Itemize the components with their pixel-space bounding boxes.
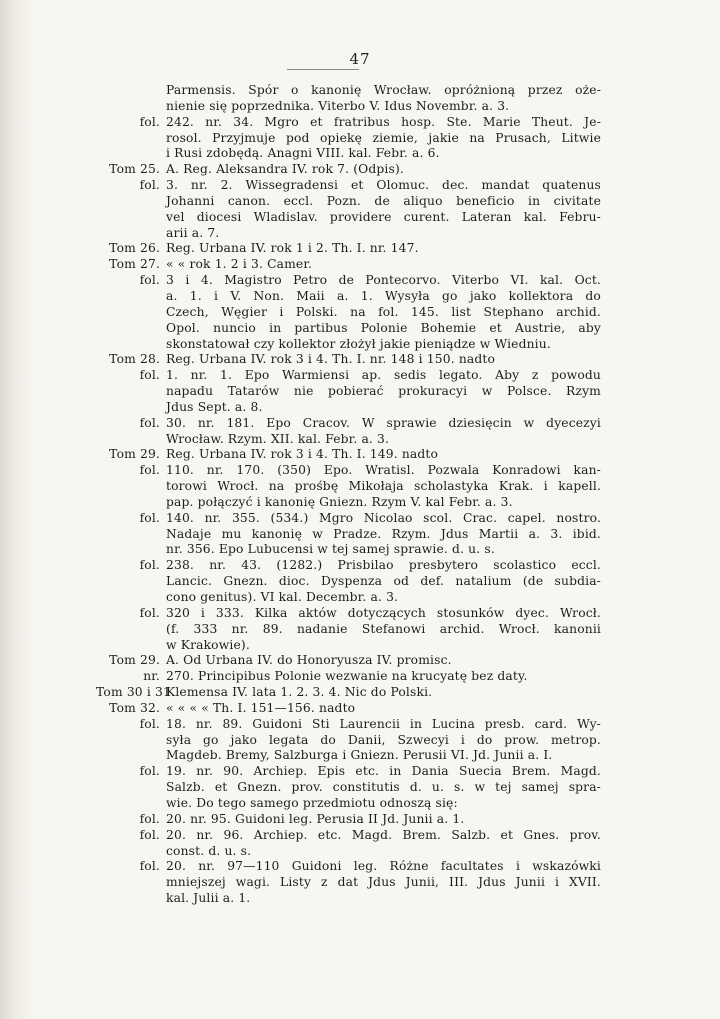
- line-label: Tom 28.: [109, 352, 160, 367]
- line-text: (f. 333 nr. 89. nadanie Stefanowi archid. Wrocł. kanonii: [166, 621, 601, 636]
- line-text: 242. nr. 34. Mgro et fratribus hosp. Ste. Marie Theut. Je-: [166, 114, 601, 129]
- line-text: wie. Do tego samego przedmiotu odnoszą się:: [166, 795, 458, 810]
- line-text: 20. nr. 97—110 Guidoni leg. Różne facultates i wskazówki: [166, 859, 601, 874]
- line-text: 270. Principibus Polonie wezwanie na krucyatę bez daty.: [166, 669, 528, 684]
- text-line: [96, 669, 601, 685]
- text-line: [96, 194, 601, 210]
- line-text: Nadaje mu kanonię w Pradze. Rzym. Jdus Martii a. 3. ibid.: [166, 526, 601, 541]
- line-text: 20. nr. 96. Archiep. etc. Magd. Brem. Salzb. et Gnes. prov.: [166, 827, 601, 842]
- line-text: 30. nr. 181. Epo Cracov. W sprawie dziesięcin w dyecezyi: [166, 415, 601, 430]
- line-text: A. Od Urbana IV. do Honoryusza IV. promisc.: [166, 653, 452, 668]
- line-label: fol.: [139, 178, 160, 193]
- text-line: [96, 558, 601, 574]
- line-text: vel diocesi Wladislav. providere curent. Lateran kal. Febru-: [166, 209, 601, 224]
- text-line: [96, 859, 601, 875]
- line-label: Tom 29.: [109, 447, 160, 462]
- line-label: fol.: [139, 859, 160, 874]
- line-label: fol.: [139, 510, 160, 525]
- line-text: mniejszej wagi. Listy z dat Jdus Junii, III. Jdus Junii i XVII.: [166, 875, 601, 890]
- line-text: w Krakowie).: [166, 637, 250, 652]
- page-edge-shadow: [0, 0, 36, 1019]
- text-line: [96, 226, 601, 242]
- line-text: nr. 356. Epo Lubucensi w tej samej sprawie. d. u. s.: [166, 542, 495, 557]
- line-label: nr.: [143, 669, 160, 684]
- line-label: fol.: [139, 463, 160, 478]
- text-line: [96, 685, 601, 701]
- line-label: fol.: [139, 764, 160, 779]
- text-line: [96, 653, 601, 669]
- line-text: const. d. u. s.: [166, 843, 252, 858]
- text-line: [96, 574, 601, 590]
- line-text: 320 i 333. Kilka aktów dotyczących stosunków dyec. Wrocł.: [166, 605, 601, 620]
- line-label: Tom 26.: [109, 241, 160, 256]
- line-text: Wrocław. Rzym. XII. kal. Febr. a. 3.: [166, 431, 390, 446]
- line-text: Reg. Urbana IV. rok 1 i 2. Th. I. nr. 147.: [166, 241, 419, 256]
- text-line: [96, 495, 601, 511]
- text-line: [96, 146, 601, 162]
- line-text: skonstatował czy kollektor złożył jakie pieniądze w Wiedniu.: [166, 336, 551, 351]
- line-text: « « rok 1. 2 i 3. Camer.: [166, 257, 313, 272]
- text-line: [96, 463, 601, 479]
- line-text: 238. nr. 43. (1282.) Prisbilao presbytero scolastico eccl.: [166, 558, 601, 573]
- line-text: syła go jako legata do Danii, Szwecyi i do prow. metrop.: [166, 732, 601, 747]
- line-text: i Rusi zdobędą. Anagni VIII. kal. Febr. a. 6.: [166, 146, 440, 161]
- text-line: [96, 352, 601, 368]
- line-label: fol.: [139, 811, 160, 826]
- text-line: [96, 241, 601, 257]
- text-line: [96, 542, 601, 558]
- text-line: [96, 622, 601, 638]
- text-line: [96, 638, 601, 654]
- line-text: Jdus Sept. a. 8.: [166, 399, 263, 414]
- text-line: [96, 717, 601, 733]
- text-line: [96, 875, 601, 891]
- text-line: [96, 606, 601, 622]
- line-text: arii a. 7.: [166, 225, 220, 240]
- text-line: [96, 828, 601, 844]
- line-label: fol.: [139, 716, 160, 731]
- text-line: [96, 590, 601, 606]
- line-text: 3. nr. 2. Wissegradensi et Olomuc. dec. mandat quatenus: [166, 178, 601, 193]
- text-line: [96, 337, 601, 353]
- line-label: fol.: [139, 605, 160, 620]
- text-line: [96, 368, 601, 384]
- line-text: 20. nr. 95. Guidoni leg. Perusia II Jd. Junii a. 1.: [166, 811, 465, 826]
- line-text: Salzb. et Gnezn. prov. constitutis d. u. s. w tej samej spra-: [166, 780, 601, 795]
- text-line: [96, 796, 601, 812]
- line-label: fol.: [139, 114, 160, 129]
- line-text: Lancic. Gnezn. dioc. Dyspenza od def. natalium (de subdia-: [166, 574, 601, 589]
- text-line: [96, 844, 601, 860]
- line-text: 3 i 4. Magistro Petro de Pontecorvo. Viterbo VI. kal. Oct.: [166, 273, 601, 288]
- line-label: Tom 25.: [109, 162, 160, 177]
- line-text: 140. nr. 355. (534.) Mgro Nicolao scol. Crac. capel. nostro.: [166, 510, 601, 525]
- text-line: [96, 701, 601, 717]
- text-line: [96, 780, 601, 796]
- line-text: 110. nr. 170. (350) Epo. Wratisl. Pozwala Konradowi kan-: [166, 463, 601, 478]
- line-label: fol.: [139, 273, 160, 288]
- text-line: [96, 527, 601, 543]
- text-line: [96, 764, 601, 780]
- line-text: Opol. nuncio in partibus Polonie Bohemie et Austrie, aby: [166, 320, 601, 335]
- line-text: Reg. Urbana IV. rok 3 i 4. Th. I. 149. nadto: [166, 447, 439, 462]
- line-text: 19. nr. 90. Archiep. Epis etc. in Dania Suecia Brem. Magd.: [166, 764, 601, 779]
- page-number: 47: [349, 50, 371, 68]
- line-text: Parmensis. Spór o kanonię Wrocław. opróżnioną przez oże-: [166, 83, 601, 97]
- text-line: [96, 257, 601, 273]
- text-line: [96, 812, 601, 828]
- line-text: napadu Tatarów nie pobierać prokuracyi w Polsce. Rzym: [166, 384, 601, 399]
- line-text: 18. nr. 89. Guidoni Sti Laurencii in Lucina presb. card. Wy-: [166, 716, 601, 731]
- line-text: nienie się poprzednika. Viterbo V. Idus Novembr. a. 3.: [166, 98, 510, 113]
- text-line: [96, 273, 601, 289]
- text-line: [96, 891, 601, 907]
- line-text: Reg. Urbana IV. rok 3 i 4. Th. I. nr. 148 i 150. nadto: [166, 352, 496, 367]
- line-text: Czech, Węgier i Polski. na fol. 145. list Stephano archid.: [166, 304, 601, 319]
- text-line: [96, 305, 601, 321]
- text-line: [96, 115, 601, 131]
- line-label: Tom 29.: [109, 653, 160, 668]
- header-rule: [287, 69, 359, 70]
- text-line: [96, 162, 601, 178]
- line-label: fol.: [139, 827, 160, 842]
- line-label: Tom 27.: [109, 257, 160, 272]
- text-line: [96, 178, 601, 194]
- text-block: [96, 83, 601, 907]
- line-text: Magdeb. Bremy, Salzburga i Gniezn. Perusii VI. Jd. Junii a. I.: [166, 748, 553, 763]
- line-label: Tom 32.: [109, 700, 160, 715]
- line-label: Tom 30 i 31.: [96, 685, 175, 700]
- text-line: [96, 384, 601, 400]
- line-text: torowi Wrocł. na prośbę Mikołaja scholastyka Krak. i kapell.: [166, 479, 601, 494]
- text-line: [96, 400, 601, 416]
- text-line: [96, 131, 601, 147]
- line-text: rosol. Przyjmuje pod opiekę ziemie, jakie na Prusach, Litwie: [166, 130, 601, 145]
- line-text: kal. Julii a. 1.: [166, 891, 251, 906]
- line-text: pap. połączyć i kanonię Gniezn. Rzym V. kal Febr. a. 3.: [166, 494, 513, 509]
- text-line: [96, 289, 601, 305]
- text-line: [96, 83, 601, 99]
- text-line: [96, 99, 601, 115]
- text-line: [96, 447, 601, 463]
- text-line: [96, 479, 601, 495]
- text-line: [96, 432, 601, 448]
- text-line: [96, 748, 601, 764]
- text-line: [96, 416, 601, 432]
- line-text: 1. nr. 1. Epo Warmiensi ap. sedis legato. Aby z powodu: [166, 368, 601, 383]
- line-label: fol.: [139, 368, 160, 383]
- line-text: Klemensa IV. lata 1. 2. 3. 4. Nic do Polski.: [166, 685, 433, 700]
- line-label: fol.: [139, 415, 160, 430]
- line-text: a. 1. i V. Non. Maii a. 1. Wysyła go jako kollektora do: [166, 288, 601, 303]
- line-text: A. Reg. Aleksandra IV. rok 7. (Odpis).: [166, 162, 404, 177]
- text-line: [96, 511, 601, 527]
- text-line: [96, 321, 601, 337]
- line-label: fol.: [139, 558, 160, 573]
- line-text: cono genitus). VI kal. Decembr. a. 3.: [166, 590, 399, 604]
- text-line: [96, 210, 601, 226]
- text-line: [96, 733, 601, 749]
- line-text: Johanni canon. eccl. Pozn. de aliquo beneficio in civitate: [166, 193, 601, 208]
- line-text: « « « « Th. I. 151—156. nadto: [166, 700, 356, 715]
